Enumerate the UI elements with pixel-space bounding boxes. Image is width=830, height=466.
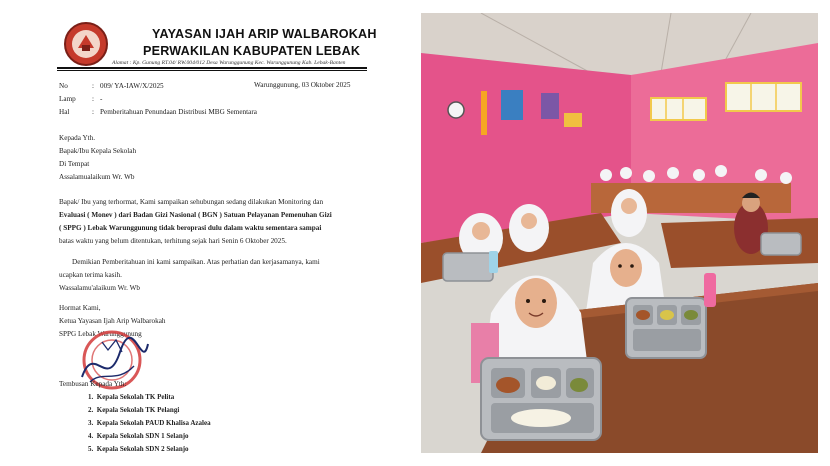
body-line: ( SPPG ) Lebak Warunggunung tidak beroprasi dulu dalam waktu sementara sampai [59, 224, 322, 232]
food-tray [481, 358, 601, 440]
poster [564, 113, 582, 127]
body-line: Bapak/ Ibu yang terhormat, Kami sampaikan sehubungan sedang dilakukan Monitoring dan [59, 198, 324, 206]
sign-unit: SPPG Lebak Warunggunung [59, 330, 142, 338]
cc-item: 1. Kepala Sekolah TK Pelita [88, 393, 175, 401]
salam-line: Wassalamu'alaikum Wr. Wb [59, 284, 141, 292]
water-bottle [489, 251, 498, 273]
water-bottle [704, 273, 716, 307]
food-tray [626, 298, 706, 358]
sign-role: Ketua Yayasan Ijah Arip Walbarokah [59, 317, 166, 325]
meta-value-no: 009/ YA-IAW/X/2025 [100, 82, 164, 90]
foundation-logo-icon [63, 21, 109, 67]
body-line: Evaluasi ( Monev ) dari Badan Gizi Nasional ( BGN ) Satuan Pelayanan Pemenuhan Gizi [59, 211, 332, 219]
meta-value-hal: Pemberitahuan Penundaan Distribusi MBG Sementara [100, 108, 257, 116]
stamp-signature-icon [72, 322, 154, 402]
wall-clock-icon [448, 102, 464, 118]
wall-decoration [481, 91, 487, 135]
signoff-line: Hormat Kami, [59, 304, 101, 312]
food-tray [443, 253, 493, 281]
meta-label-lamp: Lamp [59, 95, 76, 103]
letter-date: Warunggunung, 03 Oktober 2025 [254, 81, 351, 89]
classroom-illustration [421, 13, 818, 453]
poster [541, 93, 559, 119]
body-line: batas waktu yang belum ditentukan, terhitung sejak hari Senin 6 Oktober 2025. [59, 237, 287, 245]
classroom-photo [421, 13, 818, 453]
poster [501, 90, 523, 120]
meta-label-no: No [59, 82, 68, 90]
meta-colon: : [92, 108, 94, 116]
recipient-line: Bapak/Ibu Kepala Sekolah [59, 147, 137, 155]
closing-line: Demikian Pemberitahuan ini kami sampaikan. Atas perhatian dan kerjasamanya, kami [72, 258, 320, 266]
meta-label-hal: Hal [59, 108, 70, 116]
window [726, 83, 801, 111]
letter-document [0, 0, 412, 466]
org-name: YAYASAN IJAH ARIP WALBAROKAH [152, 27, 377, 41]
recipient-line: Assalamualaikum Wr. Wb [59, 173, 135, 181]
food-tray [761, 233, 801, 255]
org-address: Alamat : Kp. Gunung RT.04/ RW.004/012 Desa Warunggunung Kec. Warunggunung Kab. Lebak-Banten [112, 60, 346, 66]
meta-colon: : [92, 95, 94, 103]
cc-title: Tembusan Kepada Yth: [59, 380, 127, 388]
recipient-line: Kepada Yth. [59, 134, 96, 142]
cc-item: 4. Kepala Sekolah SDN 1 Selanjo [88, 432, 189, 440]
recipient-line: Di Tempat [59, 160, 90, 168]
meta-colon: : [92, 82, 94, 90]
closing-line: ucapkan terima kasih. [59, 271, 122, 279]
org-branch: PERWAKILAN KABUPATEN LEBAK [143, 44, 361, 58]
cc-item: 5. Kepala Sekolah SDN 2 Selanjo [88, 445, 189, 453]
cc-item: 3. Kepala Sekolah PAUD Khalisa Azalea [88, 419, 211, 427]
header-rule [57, 67, 367, 69]
meta-value-lamp: - [100, 95, 103, 103]
cc-item: 2. Kepala Sekolah TK Pelangi [88, 406, 180, 414]
header-rule-thin [57, 70, 367, 71]
window [651, 98, 706, 120]
